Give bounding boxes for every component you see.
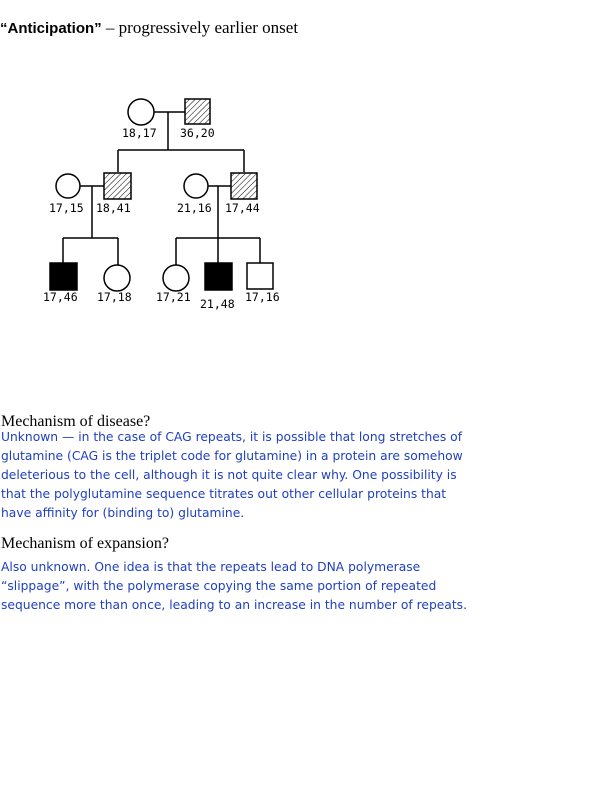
gen1-father-symbol (185, 99, 210, 124)
gen1-mother-symbol (128, 99, 154, 125)
gen2-right-husband-label: 17,44 (225, 201, 260, 215)
gen3-right-daughter-label: 17,21 (156, 290, 191, 304)
expansion-line: “slippage”, with the polymerase copying the same portion of repeated (1, 579, 437, 593)
title-bold: “Anticipation” (0, 20, 102, 37)
gen3-right-daughter-symbol (163, 265, 189, 291)
disease-text (1, 428, 501, 523)
gen3-right-son-symbol (247, 263, 273, 289)
expansion-heading: Mechanism of expansion? (1, 535, 169, 552)
gen3-right-son-label: 17,16 (245, 290, 280, 304)
expansion-text (1, 558, 501, 615)
gen3-right-son-affected-label: 21,48 (200, 297, 235, 311)
disease-line: Unknown — in the case of CAG repeats, it is possible that long stretches of (1, 430, 463, 444)
disease-line: have affinity for (binding to) glutamine. (1, 506, 245, 520)
disease-line: glutamine (CAG is the triplet code for glutamine) in a protein are somehow (1, 449, 463, 463)
gen3-right-son-affected-symbol (205, 263, 232, 290)
gen2-left-husband-label: 18,41 (96, 201, 131, 215)
gen2-left-wife-label: 17,15 (49, 201, 84, 215)
gen1-mother-label: 18,17 (122, 126, 157, 140)
gen3-left-son-label: 17,46 (43, 290, 78, 304)
gen2-right-wife-label: 21,16 (177, 201, 212, 215)
gen1-father-label: 36,20 (180, 126, 215, 140)
gen2-left-wife-symbol (56, 174, 80, 198)
disease-line: deleterious to the cell, although it is not quite clear why. One possibility is (1, 468, 457, 482)
gen3-left-daughter-symbol (104, 265, 130, 291)
gen3-left-daughter-label: 17,18 (97, 290, 132, 304)
title-rest: – progressively earlier onset (101, 18, 299, 37)
expansion-line: sequence more than once, leading to an increase in the number of repeats. (1, 598, 467, 612)
gen2-right-wife-symbol (184, 174, 208, 198)
expansion-line: Also unknown. One idea is that the repeats lead to DNA polymerase (1, 560, 421, 574)
disease-heading: Mechanism of disease? (1, 413, 151, 430)
disease-line: that the polyglutamine sequence titrates out other cellular proteins that (1, 487, 447, 501)
gen2-left-husband-symbol (104, 173, 131, 199)
gen3-left-son-symbol (50, 263, 77, 290)
gen2-right-husband-symbol (231, 173, 257, 199)
